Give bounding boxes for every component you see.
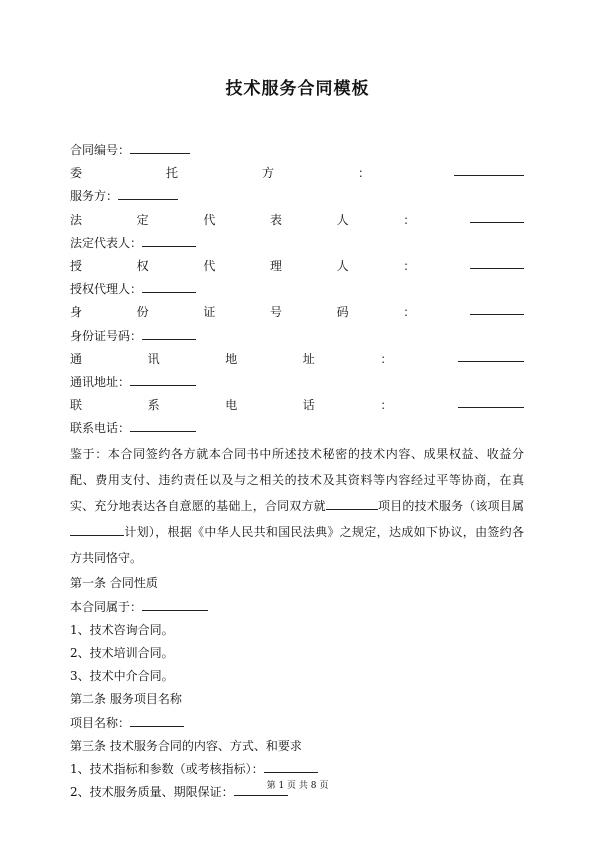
- phone-blank-2[interactable]: [130, 418, 196, 432]
- address-label: 通讯地址：: [70, 374, 131, 389]
- project-blank[interactable]: [326, 497, 378, 510]
- client-char: 托: [166, 166, 179, 181]
- legal-rep-line-1: [70, 209, 524, 232]
- address-line-2: [70, 371, 524, 394]
- phone-char: 话: [302, 398, 315, 413]
- phone-line-1: [70, 394, 524, 417]
- agent-label: 授权代理人：: [70, 282, 143, 297]
- contract-type-blank[interactable]: [142, 597, 208, 611]
- client-char: 方: [262, 166, 275, 181]
- legal-rep-char: 表: [269, 212, 282, 227]
- legal-rep-label: 法定代表人：: [70, 235, 143, 250]
- agent-blank-2[interactable]: [142, 279, 196, 293]
- tech-index-blank[interactable]: [264, 759, 318, 773]
- client-blank[interactable]: [454, 162, 524, 176]
- option-item: 3、技术中介合同。: [70, 669, 174, 684]
- contract-type-line: [70, 596, 524, 619]
- legal-rep-char: ：: [403, 212, 416, 227]
- id-number-char: 码: [336, 305, 349, 320]
- contract-number-blank[interactable]: [130, 140, 190, 154]
- project-name-line: [70, 712, 524, 735]
- document-title: 技术服务合同模板: [225, 79, 370, 99]
- address-char: 讯: [147, 351, 160, 366]
- address-char: ：: [380, 351, 393, 366]
- preamble-paragraph: [70, 441, 524, 571]
- contract-number-line: [70, 139, 524, 162]
- preamble-text-2: 项目的技术服务（该项目属: [377, 499, 524, 514]
- address-char: 址: [302, 351, 315, 366]
- address-char: 地: [225, 351, 238, 366]
- option-item: 1、技术咨询合同。: [70, 622, 174, 637]
- client-char: ：: [358, 166, 371, 181]
- address-char: 通: [70, 351, 83, 366]
- id-number-char: 号: [269, 305, 282, 320]
- phone-blank-1[interactable]: [458, 394, 524, 408]
- id-number-blank-2[interactable]: [142, 326, 196, 340]
- article-2-heading: 第二条 服务项目名称: [70, 692, 182, 707]
- preamble-text-1: 鉴于：本合同签约各方就本合同书中所述技术秘密的技术内容、成果权益、收益分配、费用支付、违约责任以及与之相关的技术及其资料等内容经过平等协商，在真实、充分地表达各自意愿的基础上，合同双方就: [70, 447, 524, 514]
- legal-rep-blank-2[interactable]: [142, 233, 196, 247]
- id-number-char: 份: [136, 305, 149, 320]
- id-number-label: 身份证号码：: [70, 328, 143, 343]
- quality-label: 2、技术服务质量、期限保证：: [70, 785, 234, 800]
- phone-char: 联: [70, 398, 83, 413]
- phone-char: 系: [147, 398, 160, 413]
- legal-rep-line-2: [70, 232, 524, 255]
- phone-char: ：: [380, 398, 393, 413]
- agent-char: ：: [403, 258, 416, 273]
- agent-char: 人: [336, 258, 349, 273]
- legal-rep-char: 定: [136, 212, 149, 227]
- agent-char: 授: [70, 258, 83, 273]
- legal-rep-char: 人: [336, 212, 349, 227]
- project-name-label: 项目名称：: [70, 715, 131, 730]
- address-blank-2[interactable]: [130, 372, 196, 386]
- contract-body: [70, 139, 524, 804]
- preamble-text-3: 计划），根据《中华人民共和国民法典》之规定，达成如下协议，由签约各方共同恪守。: [70, 525, 524, 566]
- legal-rep-blank-1[interactable]: [470, 209, 524, 223]
- phone-line-2: [70, 417, 524, 440]
- phone-char: 电: [225, 398, 238, 413]
- id-number-char: 身: [70, 305, 83, 320]
- tech-index-label: 1、技术指标和参数（或考核指标）：: [70, 761, 264, 776]
- plan-blank[interactable]: [70, 523, 124, 536]
- contract-type-label: 本合同属于：: [70, 599, 143, 614]
- id-number-char: ：: [403, 305, 416, 320]
- address-line-1: [70, 348, 524, 371]
- agent-char: 权: [136, 258, 149, 273]
- agent-line-2: [70, 278, 524, 301]
- agent-char: 理: [269, 258, 282, 273]
- client-char: 委: [70, 166, 83, 181]
- agent-blank-1[interactable]: [470, 255, 524, 269]
- legal-rep-char: 法: [70, 212, 83, 227]
- client-line: [70, 162, 524, 185]
- option-item: 2、技术培训合同。: [70, 646, 174, 660]
- article-1-heading: 第一条 合同性质: [70, 576, 158, 591]
- service-provider-label: 服务方：: [70, 189, 119, 204]
- agent-line-1: [70, 255, 524, 278]
- service-provider-line: [70, 185, 524, 208]
- id-number-blank-1[interactable]: [470, 301, 524, 315]
- id-number-char: 证: [203, 305, 216, 320]
- article-3-heading: 第三条 技术服务合同的内容、方式、和要求: [70, 738, 302, 753]
- id-number-line-2: [70, 325, 524, 348]
- page-footer: 第 1 页 共 8 页: [266, 781, 329, 791]
- id-number-line-1: [70, 301, 524, 324]
- phone-label: 联系电话：: [70, 421, 131, 436]
- contract-number-label: 合同编号：: [70, 143, 131, 157]
- agent-char: 代: [203, 258, 216, 273]
- legal-rep-char: 代: [203, 212, 216, 227]
- address-blank-1[interactable]: [458, 348, 524, 362]
- service-provider-blank[interactable]: [118, 186, 178, 200]
- project-name-blank[interactable]: [130, 713, 184, 727]
